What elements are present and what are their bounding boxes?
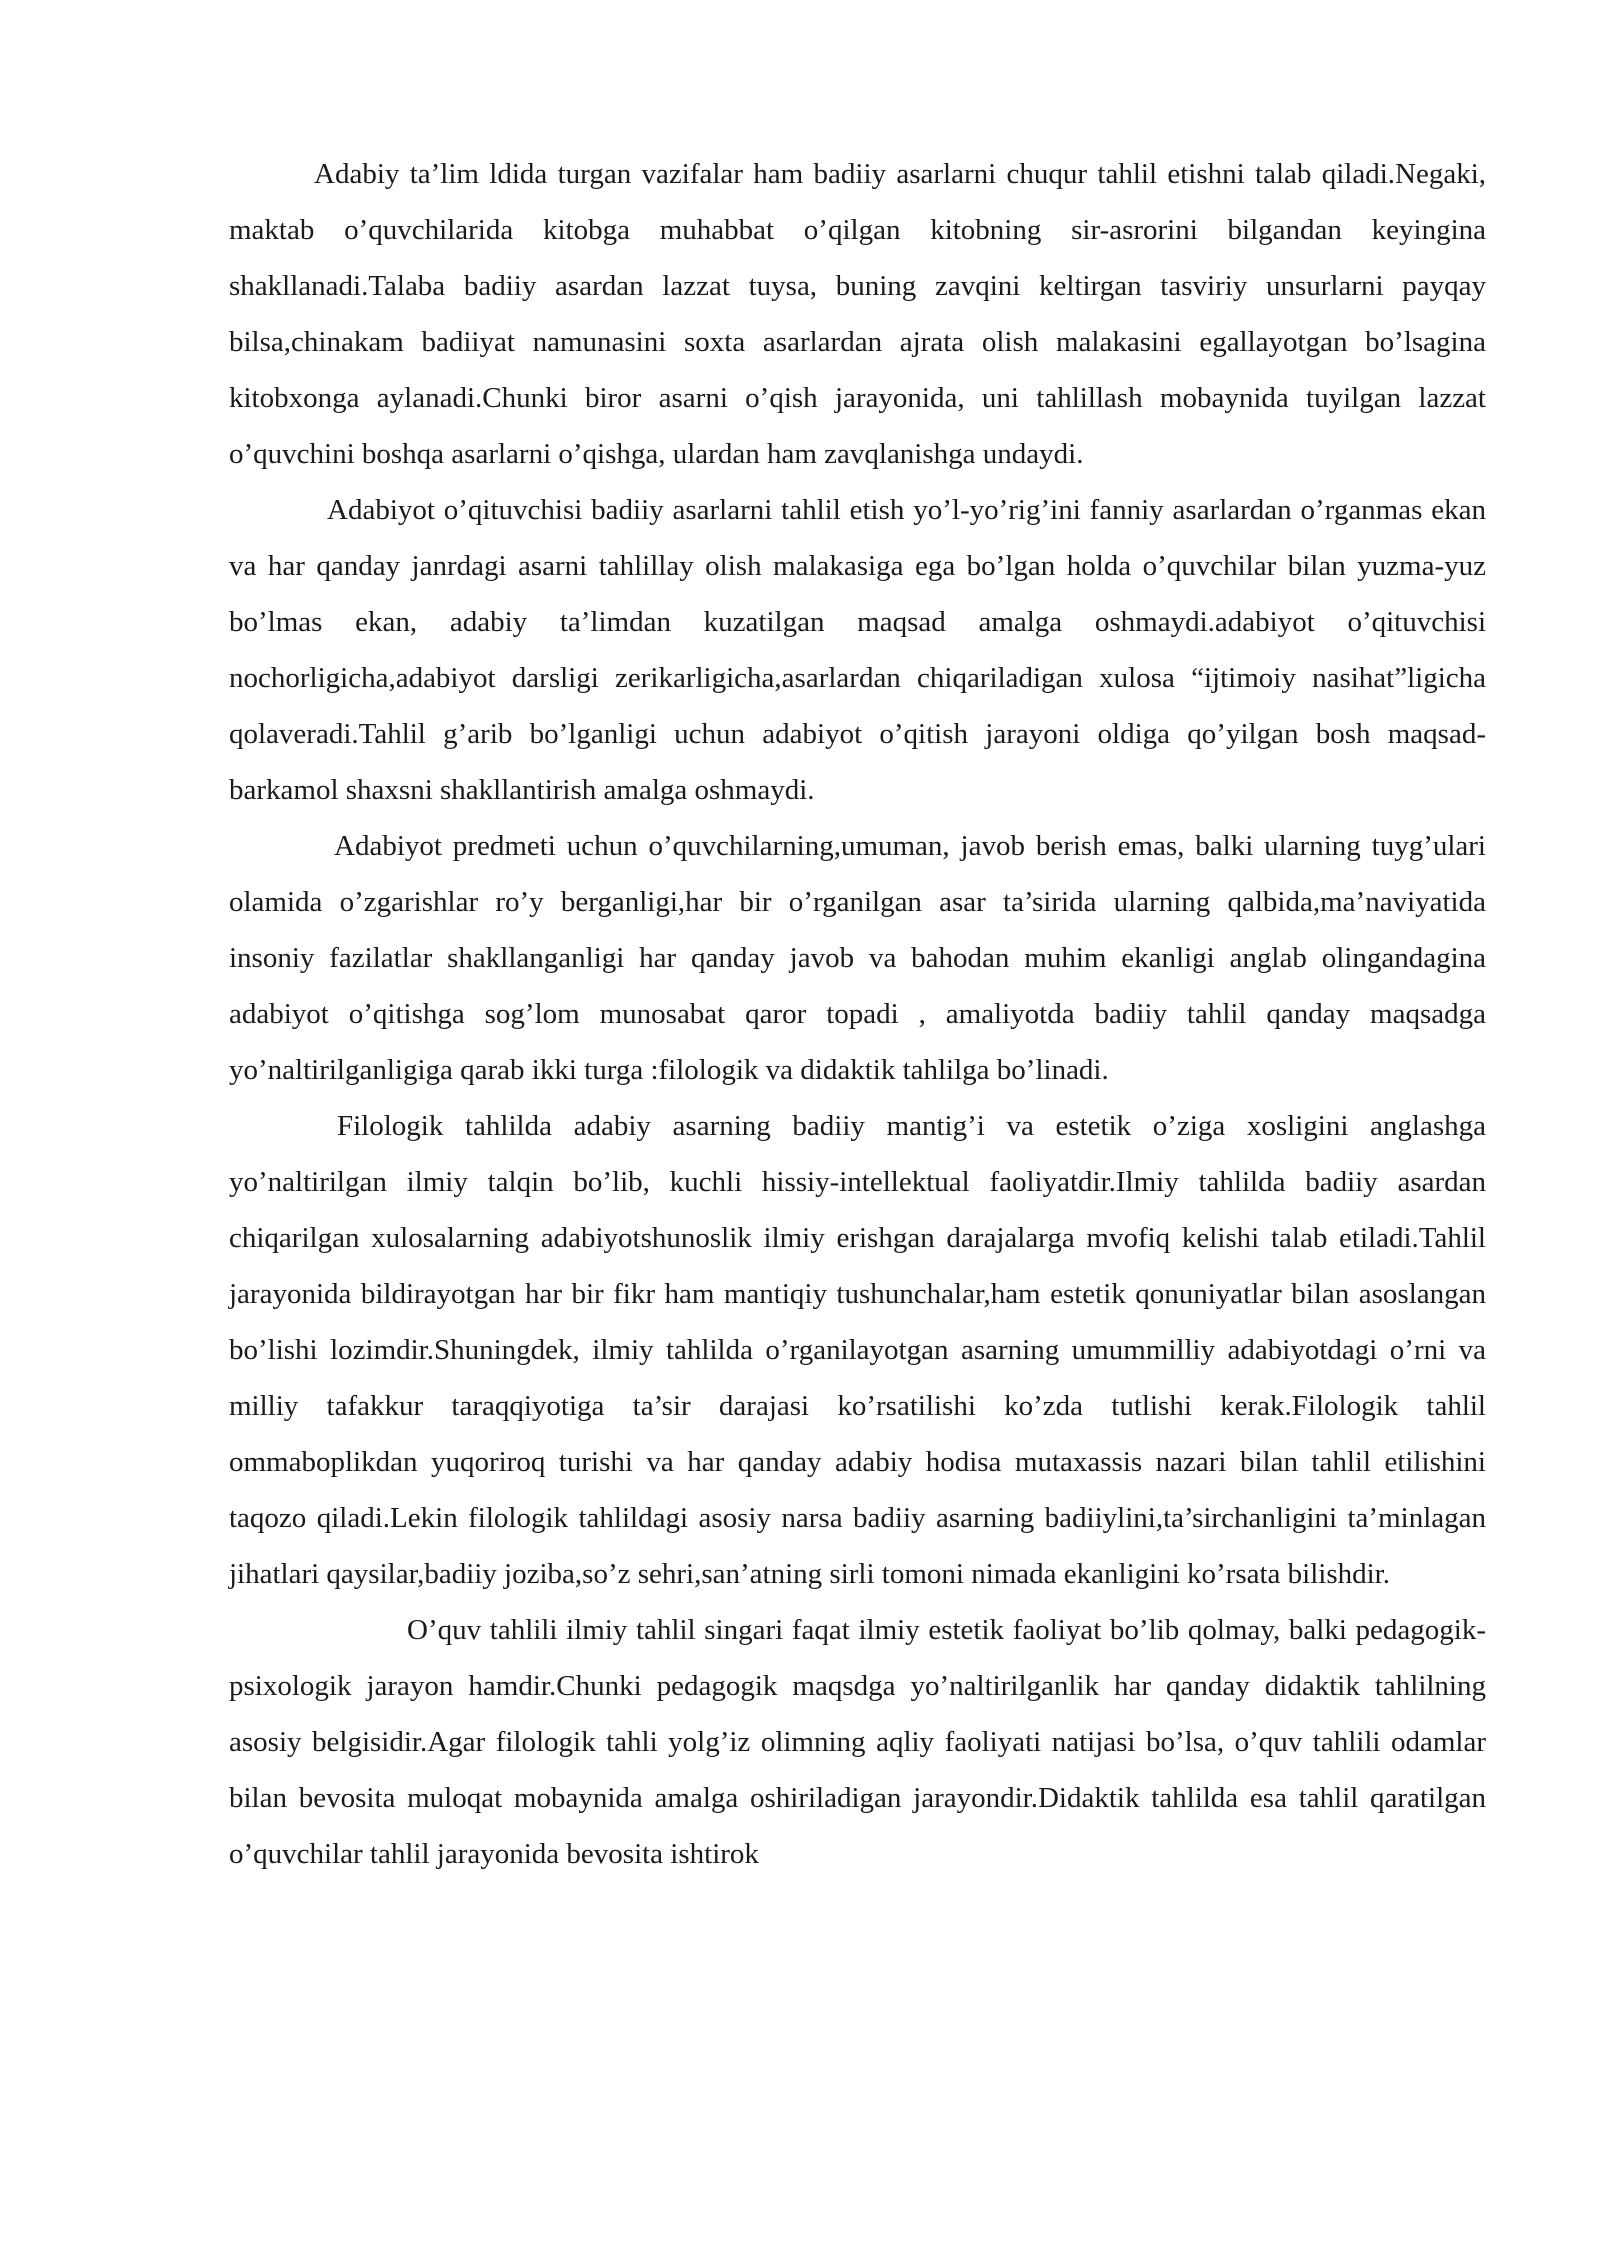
document-page	[229, 146, 1486, 1882]
paragraph-1: Adabiy ta’lim ldida turgan vazifalar ham badiiy asarlarni chuqur tahlil etishni talab qiladi.Negaki, maktab o’quvchilarida kitobga muhabbat o’qilgan kitobning sir-asrorini bilgandan keyingina shakllanadi.Talaba badiiy asardan lazzat tuysa, buning zavqini keltirgan tasviriy unsurlarni payqay bilsa,chinakam badiiyat namunasini soxta asarlardan ajrata olish malakasini egallayotgan bo’lsagina kitobxonga aylanadi.Chunki biror asarni o’qish jarayonida, uni tahlillash mobaynida tuyilgan lazzat o’quvchini boshqa asarlarni o’qishga, ulardan ham zavqlanishga undaydi.	[229, 158, 1486, 470]
paragraph-3: Adabiyot predmeti uchun o’quvchilarning,umuman, javob berish emas, balki ularning tuyg’ulari olamida o’zgarishlar ro’y berganligi,har bir o’rganilgan asar ta’sirida ularning qalbida,ma’naviyatida insoniy fazilatlar shakllanganligi har qanday javob va bahodan muhim ekanligi anglab olingandagina adabiyot o’qitishga sog’lom munosabat qaror topadi , amaliyotda badiiy tahlil qanday maqsadga yo’naltirilganligiga qarab ikki turga :filologik va didaktik tahlilga bo’linadi.	[229, 830, 1486, 1086]
paragraph-5: O’quv tahlili ilmiy tahlil singari faqat ilmiy estetik faoliyat bo’lib qolmay, balki pedagogik-psixologik jarayon hamdir.Chunki pedagogik maqsdga yo’naltirilganlik har qanday didaktik tahlilning asosiy belgisidir.Agar filologik tahli yolg’iz olimning aqliy faoliyati natijasi bo’lsa, o’quv tahlili odamlar bilan bevosita muloqat mobaynida amalga oshiriladigan jarayondir.Didaktik tahlilda esa tahlil qaratilgan o’quvchilar tahlil jarayonida bevosita ishtirok	[229, 1614, 1486, 1870]
paragraph-2: Adabiyot o’qituvchisi badiiy asarlarni tahlil etish yo’l-yo’rig’ini fanniy asarlardan o’rganmas ekan va har qanday janrdagi asarni tahlillay olish malakasiga ega bo’lgan holda o’quvchilar bilan yuzma-yuz bo’lmas ekan, adabiy ta’limdan kuzatilgan maqsad amalga oshmaydi.adabiyot o’qituvchisi nochorligicha,adabiyot darsligi zerikarligicha,asarlardan chiqariladigan xulosa “ijtimoiy nasihat”ligicha qolaveradi.Tahlil g’arib bo’lganligi uchun adabiyot o’qitish jarayoni oldiga qo’yilgan bosh maqsad-barkamol shaxsni shakllantirish amalga oshmaydi.	[229, 494, 1486, 806]
paragraph-4: Filologik tahlilda adabiy asarning badiiy mantig’i va estetik o’ziga xosligini anglashga yo’naltirilgan ilmiy talqin bo’lib, kuchli hissiy-intellektual faoliyatdir.Ilmiy tahlilda badiiy asardan chiqarilgan xulosalarning adabiyotshunoslik ilmiy erishgan darajalarga mvofiq kelishi talab etiladi.Tahlil jarayonida bildirayotgan har bir fikr ham mantiqiy tushunchalar,ham estetik qonuniyatlar bilan asoslangan bo’lishi lozimdir.Shuningdek, ilmiy tahlilda o’rganilayotgan asarning umummilliy adabiyotdagi o’rni va milliy tafakkur taraqqiyotiga ta’sir darajasi ko’rsatilishi ko’zda tutlishi kerak.Filologik tahlil ommaboplikdan yuqoriroq turishi va har qanday adabiy hodisa mutaxassis nazari bilan tahlil etilishini taqozo qiladi.Lekin filologik tahlildagi asosiy narsa badiiy asarning badiiylini,ta’sirchanligini ta’minlagan jihatlari qaysilar,badiiy joziba,so’z sehri,san’atning sirli tomoni nimada ekanligini ko’rsata bilishdir.	[229, 1110, 1486, 1590]
